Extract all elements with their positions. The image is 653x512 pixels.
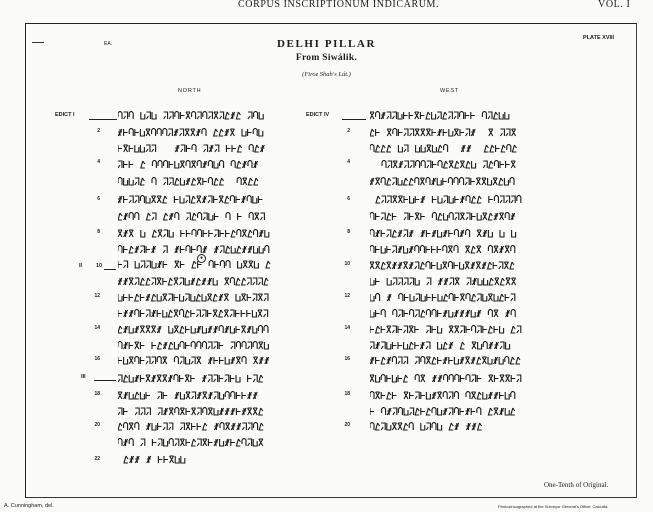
inscription-line — [118, 128, 266, 137]
inscription-line — [370, 245, 520, 254]
inscription-line — [370, 160, 520, 169]
inscription-line — [370, 293, 520, 302]
author-credit: A. Cunningham, del. — [4, 503, 54, 509]
inscription-line — [118, 195, 268, 204]
inscription-line — [370, 177, 520, 186]
line-number: 16 — [94, 356, 100, 362]
inscription-line — [118, 422, 268, 431]
inscription-line — [370, 325, 522, 334]
line-number: 20 — [94, 422, 100, 428]
inscription-line — [118, 177, 268, 186]
inscription-line — [118, 111, 268, 120]
edict-line-number: 10 — [96, 263, 103, 269]
edict-label-iii: III — [81, 374, 86, 380]
line-number: 2 — [97, 128, 100, 134]
inscription-line — [370, 261, 520, 270]
inscription-line — [118, 455, 190, 464]
line-number: 12 — [94, 293, 100, 299]
inscription-line — [370, 111, 514, 120]
inscription-line — [370, 407, 516, 416]
inscription-line — [370, 374, 522, 383]
line-number: 22 — [94, 456, 100, 462]
page-header — [0, 0, 653, 11]
inscription-line — [118, 341, 272, 350]
inscription-line — [118, 309, 272, 318]
inscription-line — [118, 438, 268, 447]
inscription-line — [118, 245, 274, 254]
line-number: 16 — [344, 356, 350, 362]
inscription-line — [118, 277, 272, 286]
inscription-line — [118, 160, 266, 169]
inscription-line — [118, 212, 272, 221]
inscription-line — [370, 212, 520, 221]
line-number: 2 — [347, 128, 350, 134]
inscription-line — [370, 195, 522, 204]
edict-label-ii: II — [79, 263, 83, 269]
inscription-line — [370, 277, 520, 286]
inscription-line — [370, 309, 518, 318]
photo-credit: Photozincographed at the Surveyor General's Office, Calcutta. — [498, 504, 609, 509]
inscription-line — [118, 293, 274, 302]
inscription-line — [118, 407, 268, 416]
plate-caption: (Firoz Shah's Lát.) — [302, 71, 351, 78]
column-heading-west: WEST — [440, 88, 460, 94]
line-number: 4 — [347, 159, 350, 165]
edict-rule — [89, 119, 117, 120]
inscription-line — [370, 229, 520, 238]
corpus-title: CORPUS INSCRIPTIONUM INDICARUM. — [238, 0, 440, 10]
edict-rule — [342, 119, 366, 120]
inscription-line — [118, 260, 276, 269]
line-number: 10 — [344, 261, 350, 267]
plate-subtitle: From Siwálik. — [295, 53, 358, 63]
inscription-line — [370, 144, 520, 153]
line-number: 18 — [94, 391, 100, 397]
plate-title: DELHI PILLAR — [277, 38, 376, 50]
edict-label-iv: EDICT IV — [306, 112, 330, 118]
inscription-line — [118, 374, 266, 383]
inscription-line — [370, 391, 516, 400]
inscription-line — [118, 144, 268, 153]
edict-rule — [104, 269, 116, 270]
inscription-line — [370, 341, 520, 350]
scale-note: One-Tenth of Original. — [544, 481, 609, 489]
plate-frame — [25, 23, 637, 498]
line-number: 8 — [97, 229, 100, 235]
line-number: 12 — [344, 293, 350, 299]
line-number: 18 — [344, 391, 350, 397]
inscription-line — [370, 128, 520, 137]
edict-rule — [94, 380, 116, 381]
inscription-line — [370, 422, 484, 431]
line-number: 14 — [344, 325, 350, 331]
inscription-line — [118, 356, 270, 365]
line-number: 14 — [94, 325, 100, 331]
plate-number: PLATE XVIII — [583, 35, 615, 41]
inscription-line — [118, 391, 268, 400]
column-heading-north: NORTH — [178, 88, 202, 94]
line-number: 6 — [347, 196, 350, 202]
volume-label: VOL. I — [598, 0, 631, 10]
line-number: 20 — [344, 422, 350, 428]
damage-mark: ● — [197, 254, 206, 263]
edict-label-i: EDICT I — [55, 112, 75, 118]
line-number: 6 — [97, 196, 100, 202]
inscription-line — [118, 325, 274, 334]
inscription-line — [118, 229, 270, 238]
margin-mark: EA. — [104, 41, 113, 47]
line-number: 4 — [97, 159, 100, 165]
inscription-line — [370, 356, 522, 365]
line-number: 8 — [347, 229, 350, 235]
